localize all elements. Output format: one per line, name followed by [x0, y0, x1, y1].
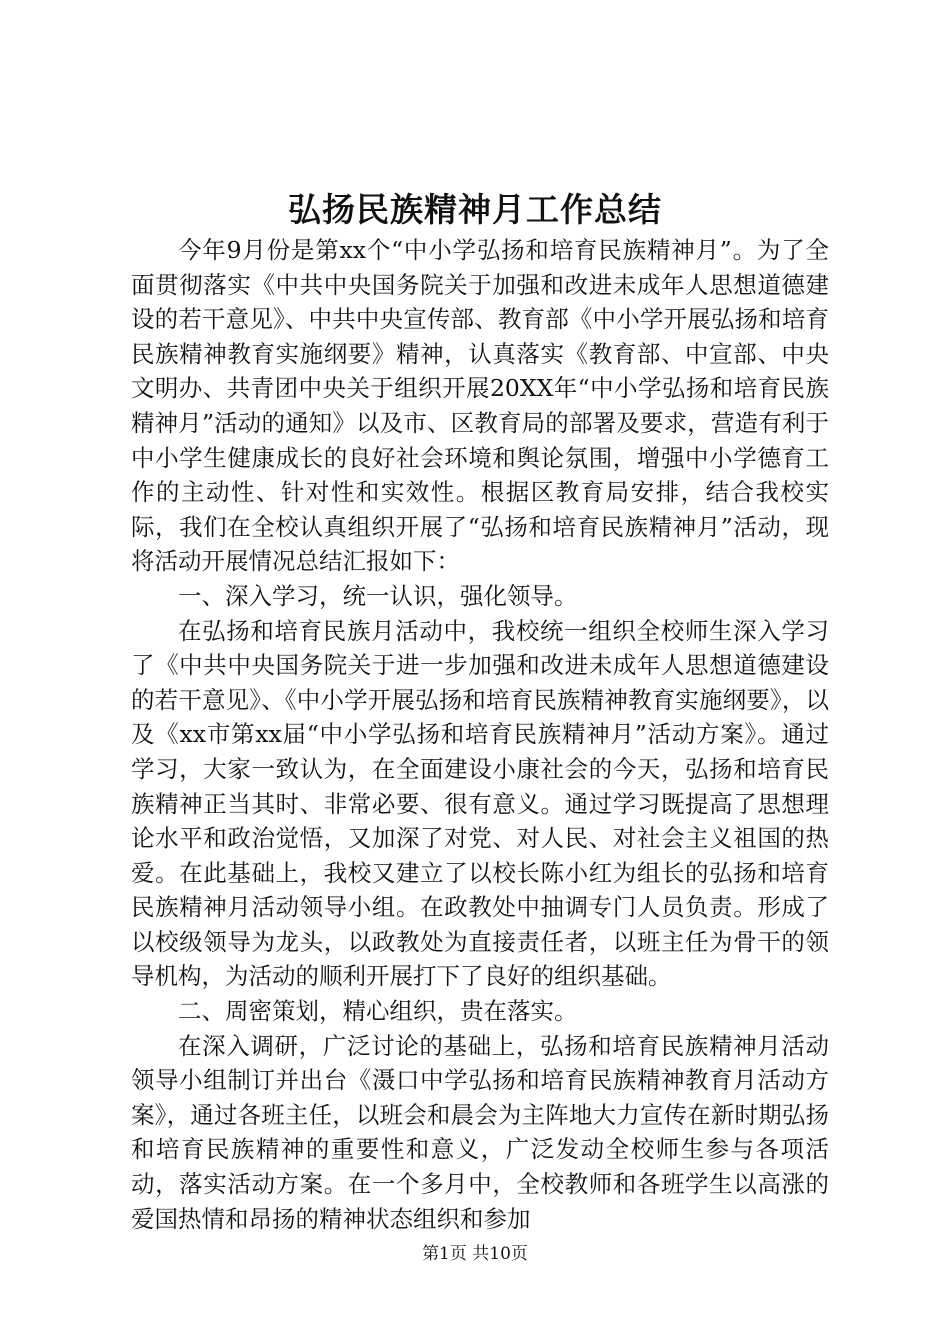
- document-title: 弘扬民族精神月工作总结: [288, 190, 662, 229]
- section-heading-1: 一、深入学习，统一认识，强化领导。: [178, 581, 578, 610]
- paragraph-intro: 今年9月份是第xx个“中小学弘扬和培育民族精神月”。为了全面贯彻落实《中共中央国务院关于加强和改进未成年人思想道德建设的若干意见》、中共中央宣传部、教育部《中小学开展弘扬和培育民族精神教育实施纲要》精神，认真落实《教育部、中宣部、中央文明办、共青团中央关于组织开展20XX年“中小学弘扬和培育民族精神月”活动的通知》以及市、区教育局的部署及要求，营造有利于中小学生健康成长的良好社会环境和舆论氛围，增强中小学德育工作的主动性、针对性和实效性。根据区教育局安排，结合我校实际，我们在全校认真组织开展了“弘扬和培育民族精神月”活动，现将活动开展情况总结汇报如下：: [131, 236, 829, 576]
- section-heading-2: 二、周密策划，精心组织，贵在落实。: [178, 997, 578, 1026]
- paragraph-section-2: 在深入调研，广泛讨论的基础上，弘扬和培育民族精神月活动领导小组制订并出台《滠口中学弘扬和培育民族精神教育月活动方案》，通过各班主任，以班会和晨会为主阵地大力宣传在新时期弘扬和培育民族精神的重要性和意义，广泛发动全校师生参与各项活动，落实活动方案。在一个多月中，全校教师和各班学生以高涨的爱国热情和昂扬的精神状态组织和参加: [131, 1031, 829, 1233]
- document-body: [131, 233, 829, 1236]
- page-footer: [0, 1242, 950, 1266]
- page-number-indicator: 第1页 共10页: [422, 1244, 528, 1264]
- paragraph-section-1: 在弘扬和培育民族月活动中，我校统一组织全校师生深入学习了《中共中央国务院关于进一步加强和改进未成年人思想道德建设的若干意见》、《中小学开展弘扬和培育民族精神教育实施纲要》，以及《xx市第xx届“中小学弘扬和培育民族精神月”活动方案》。通过学习，大家一致认为，在全面建设小康社会的今天，弘扬和培育民族精神正当其时、非常必要、很有意义。通过学习既提高了思想理论水平和政治觉悟，又加深了对党、对人民、对社会主义祖国的热爱。在此基础上，我校又建立了以校长陈小红为组长的弘扬和培育民族精神月活动领导小组。在政教处中抽调专门人员负责。形成了以校级领导为龙头，以政教处为直接责任者，以班主任为骨干的领导机构，为活动的顺利开展打下了良好的组织基础。: [131, 616, 829, 991]
